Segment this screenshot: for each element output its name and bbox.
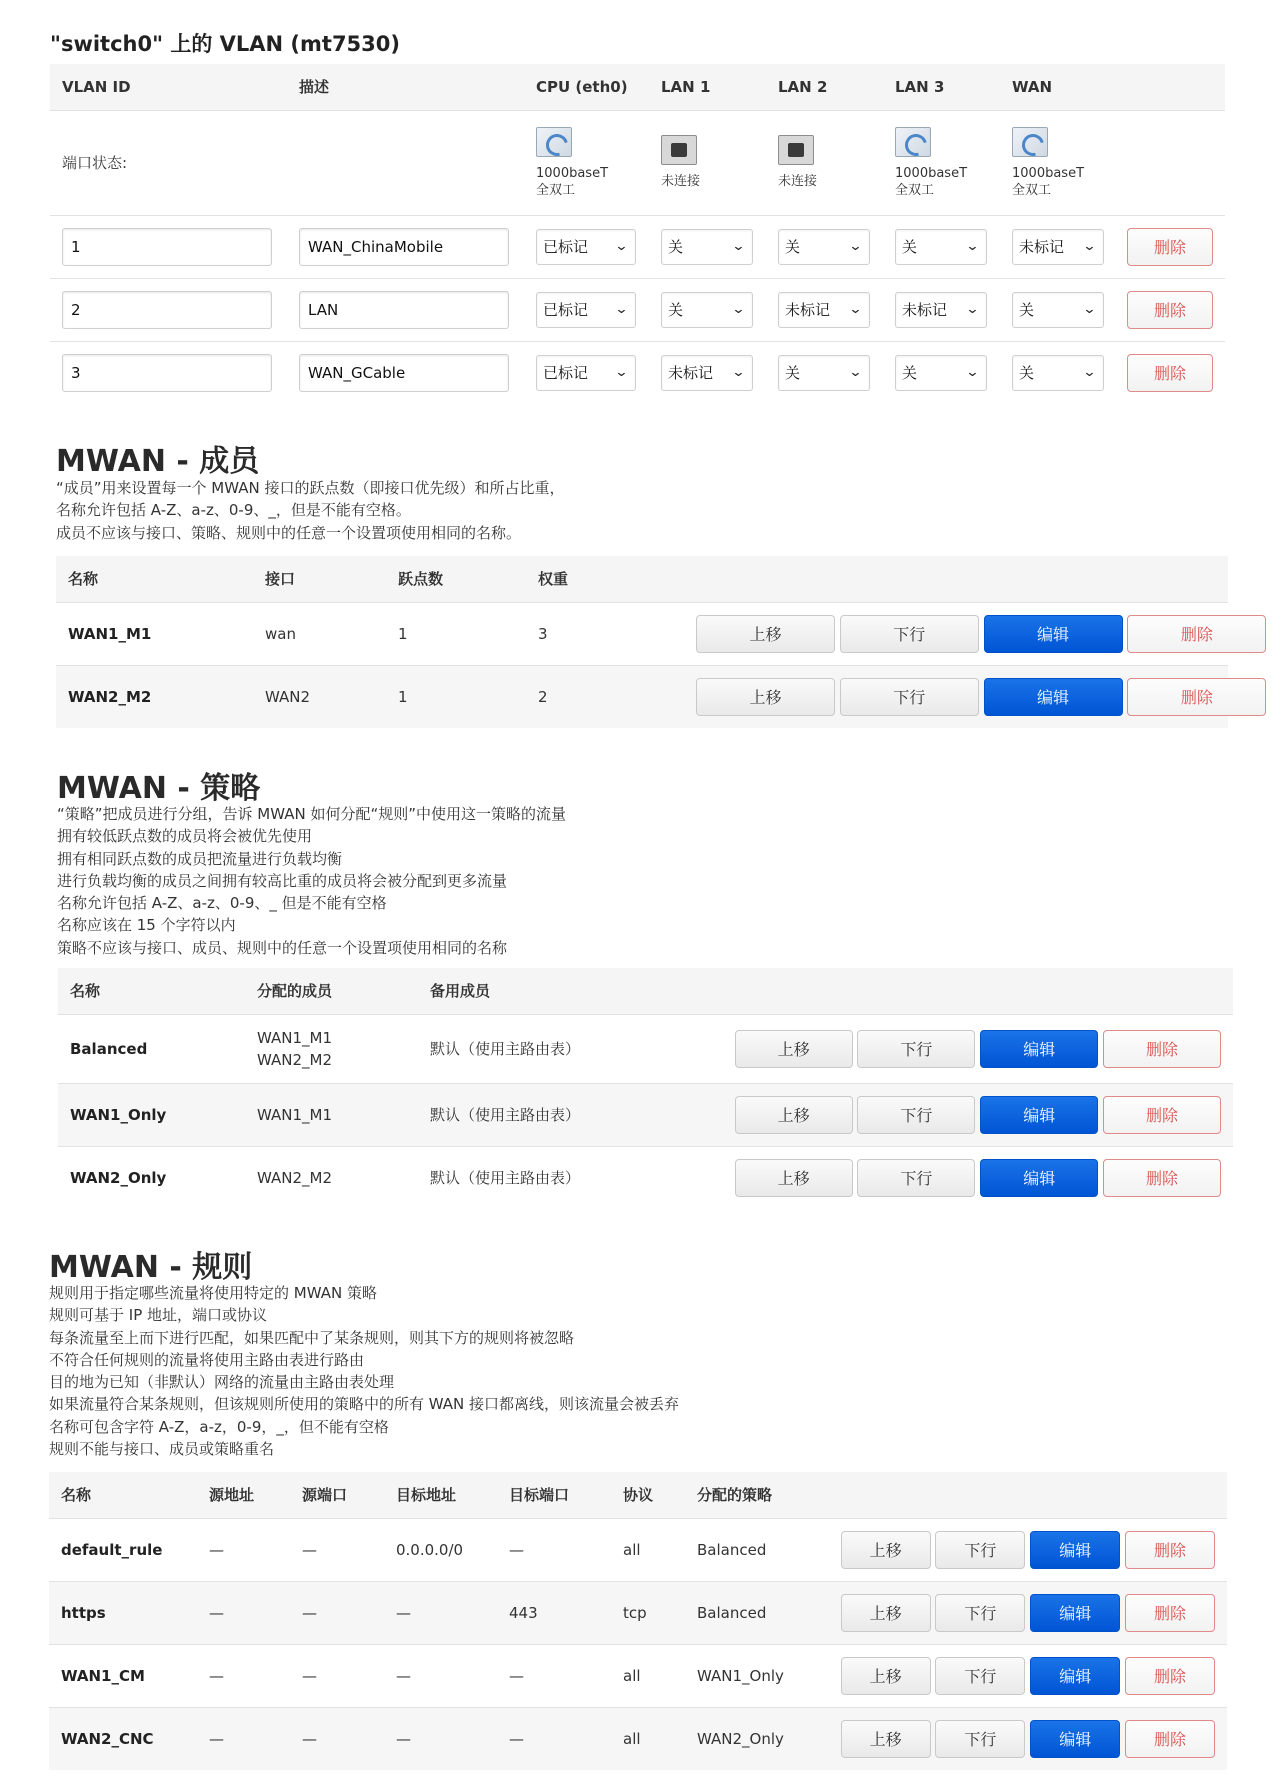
move-up-button[interactable]: 上移 xyxy=(841,1720,931,1758)
col-policy: 分配的策略 xyxy=(685,1472,837,1518)
chevron-down-icon: ⌄ xyxy=(848,365,863,381)
rule-src-port: — xyxy=(290,1707,384,1770)
policy-members: WAN1_M1 xyxy=(245,1083,418,1146)
vlan-cpu-select[interactable]: 已标记 ⌄ xyxy=(536,292,636,328)
delete-button[interactable]: 删除 xyxy=(1125,1720,1215,1758)
move-up-button[interactable]: 上移 xyxy=(841,1657,931,1695)
vlan-id-input[interactable]: 3 xyxy=(62,354,272,392)
chevron-down-icon: ⌄ xyxy=(848,302,863,317)
col-protocol: 协议 xyxy=(611,1472,685,1518)
move-up-button[interactable]: 上移 xyxy=(841,1531,931,1569)
col-desc: 描述 xyxy=(287,64,524,110)
col-lan1: LAN 1 xyxy=(649,64,766,110)
rules-table xyxy=(49,1472,1227,1770)
delete-button[interactable]: 删除 xyxy=(1125,1657,1215,1695)
rule-dst-port: — xyxy=(497,1644,611,1707)
edit-button[interactable]: 编辑 xyxy=(980,1159,1098,1197)
policies-description: “策略”把成员进行分组，告诉 MWAN 如何分配“规则”中使用这一策略的流量 拥有较低跃点数的成员将会被优先使用 拥有相同跃点数的成员把流量进行负载均衡 进行负载均衡的成员之间拥有较高比重的成员将会被分配到更多流量 名称允许包括 A-Z、a-z、0-9、_ 但是不能有空格 名称应该在 15 个字符以内 策略不应该与接口、成员、规则中的任意一个设置项使用相同的名称 xyxy=(57,805,567,957)
vlan-header-row xyxy=(50,64,1225,110)
rules-title: MWAN - 规则 xyxy=(49,1250,253,1285)
chevron-down-icon: ⌄ xyxy=(614,302,629,317)
vlan-cpu-select[interactable]: 已标记 ⌄ xyxy=(536,355,636,391)
rule-policy: WAN2_Only xyxy=(685,1707,837,1770)
policy-backup: 默认（使用主路由表） xyxy=(418,1083,733,1146)
port-lan3: 1000baseT 全双工 xyxy=(895,127,988,199)
rule-dst-addr: 0.0.0.0/0 xyxy=(384,1518,497,1581)
move-up-button[interactable]: 上移 xyxy=(735,1096,853,1134)
port-lan2: 未连接 xyxy=(778,135,871,190)
move-down-button[interactable]: 下行 xyxy=(840,615,979,653)
port-lan1: 未连接 xyxy=(661,135,754,190)
vlan-row xyxy=(50,215,1225,278)
member-weight: 3 xyxy=(526,602,696,665)
rule-protocol: all xyxy=(611,1518,685,1581)
policy-members: WAN1_M1 WAN2_M2 xyxy=(245,1014,418,1083)
member-row xyxy=(56,602,1228,665)
col-lan3: LAN 3 xyxy=(883,64,1000,110)
rule-src-addr: — xyxy=(197,1518,290,1581)
vlan-desc-input[interactable]: WAN_GCable xyxy=(299,354,509,392)
edit-button[interactable]: 编辑 xyxy=(1030,1720,1120,1758)
rules-header-row xyxy=(49,1472,1227,1518)
rule-protocol: all xyxy=(611,1707,685,1770)
edit-button[interactable]: 编辑 xyxy=(1030,1531,1120,1569)
col-metric: 跃点数 xyxy=(386,556,526,602)
vlan-delete-button[interactable]: 删除 xyxy=(1127,291,1213,329)
chevron-down-icon: ⌄ xyxy=(731,365,746,381)
vlan-lan3-select[interactable]: 关 ⌄ xyxy=(895,229,987,265)
delete-button[interactable]: 删除 xyxy=(1103,1096,1221,1134)
members-table xyxy=(56,556,1228,728)
rule-dst-port: — xyxy=(497,1518,611,1581)
chevron-down-icon: ⌄ xyxy=(731,239,746,254)
chevron-down-icon: ⌄ xyxy=(965,239,980,254)
rule-protocol: tcp xyxy=(611,1581,685,1644)
policy-row xyxy=(58,1014,1233,1083)
port-connected-icon xyxy=(536,127,572,157)
rule-row xyxy=(49,1707,1227,1770)
policies-header-row xyxy=(58,968,1233,1014)
vlan-wan-select[interactable]: 关 ⌄ xyxy=(1012,355,1104,391)
rule-dst-port: 443 xyxy=(497,1581,611,1644)
rule-row xyxy=(49,1581,1227,1644)
policy-name: Balanced xyxy=(58,1014,245,1083)
col-dst-addr: 目标地址 xyxy=(384,1472,497,1518)
members-header-row xyxy=(56,556,1228,602)
vlan-lan1-select[interactable]: 关 ⌄ xyxy=(661,292,753,328)
port-connected-icon xyxy=(1012,127,1048,157)
vlan-cpu-select[interactable]: 已标记 ⌄ xyxy=(536,229,636,265)
port-status-label: 端口状态: xyxy=(50,110,287,215)
port-status-row xyxy=(50,110,1225,215)
policies-table xyxy=(58,968,1233,1209)
col-interface: 接口 xyxy=(253,556,386,602)
vlan-delete-button[interactable]: 删除 xyxy=(1127,228,1213,266)
col-name: 名称 xyxy=(58,968,245,1014)
members-title: MWAN - 成员 xyxy=(56,444,260,479)
rule-policy: Balanced xyxy=(685,1518,837,1581)
port-cpu: 1000baseT 全双工 xyxy=(536,127,637,199)
rule-row xyxy=(49,1518,1227,1581)
vlan-desc-input[interactable]: WAN_ChinaMobile xyxy=(299,228,509,266)
policy-row xyxy=(58,1146,1233,1209)
chevron-down-icon: ⌄ xyxy=(1082,302,1097,317)
move-down-button[interactable]: 下行 xyxy=(935,1657,1025,1695)
chevron-down-icon: ⌄ xyxy=(614,365,629,381)
rule-src-addr: — xyxy=(197,1707,290,1770)
rule-row xyxy=(49,1644,1227,1707)
vlan-lan2-select[interactable]: 关 ⌄ xyxy=(778,229,870,265)
member-metric: 1 xyxy=(386,665,526,728)
vlan-wan-select[interactable]: 关 ⌄ xyxy=(1012,292,1104,328)
edit-button[interactable]: 编辑 xyxy=(980,1096,1098,1134)
vlan-lan1-select[interactable]: 未标记 ⌄ xyxy=(661,355,753,391)
col-members: 分配的成员 xyxy=(245,968,418,1014)
member-interface: wan xyxy=(253,602,386,665)
policies-title: MWAN - 策略 xyxy=(57,771,261,806)
vlan-lan1-select[interactable]: 关 ⌄ xyxy=(661,229,753,265)
chevron-down-icon: ⌄ xyxy=(614,239,629,254)
rule-dst-addr: — xyxy=(384,1581,497,1644)
vlan-delete-button[interactable]: 删除 xyxy=(1127,354,1213,392)
vlan-lan2-select[interactable]: 未标记 ⌄ xyxy=(778,292,870,328)
col-dst-port: 目标端口 xyxy=(497,1472,611,1518)
vlan-wan-select[interactable]: 未标记 ⌄ xyxy=(1012,229,1104,265)
edit-button[interactable]: 编辑 xyxy=(1030,1657,1120,1695)
policy-members: WAN2_M2 xyxy=(245,1146,418,1209)
delete-button[interactable]: 删除 xyxy=(1125,1594,1215,1632)
rule-dst-addr: — xyxy=(384,1707,497,1770)
edit-button[interactable]: 编辑 xyxy=(980,1030,1098,1068)
member-metric: 1 xyxy=(386,602,526,665)
rule-src-port: — xyxy=(290,1518,384,1581)
move-down-button[interactable]: 下行 xyxy=(935,1594,1025,1632)
vlan-row xyxy=(50,278,1225,341)
rule-name: default_rule xyxy=(49,1518,197,1581)
rule-policy: WAN1_Only xyxy=(685,1644,837,1707)
delete-button[interactable]: 删除 xyxy=(1103,1159,1221,1197)
edit-button[interactable]: 编辑 xyxy=(984,678,1123,716)
edit-button[interactable]: 编辑 xyxy=(1030,1594,1120,1632)
chevron-down-icon: ⌄ xyxy=(731,302,746,317)
move-down-button[interactable]: 下行 xyxy=(840,678,979,716)
col-wan: WAN xyxy=(1000,64,1117,110)
rule-dst-port: — xyxy=(497,1707,611,1770)
col-vlan-id: VLAN ID xyxy=(50,64,287,110)
delete-button[interactable]: 删除 xyxy=(1125,1531,1215,1569)
policy-name: WAN2_Only xyxy=(58,1146,245,1209)
edit-button[interactable]: 编辑 xyxy=(984,615,1123,653)
rule-name: WAN1_CM xyxy=(49,1644,197,1707)
member-row xyxy=(56,665,1228,728)
col-lan2: LAN 2 xyxy=(766,64,883,110)
move-up-button[interactable]: 上移 xyxy=(696,678,835,716)
members-description: “成员”用来设置每一个 MWAN 接口的跃点数（即接口优先级）和所占比重， 名称允许包括 A-Z、a-z、0-9、_，但是不能有空格。 成员不应该与接口、策略、规则中的任意一个设置项使用相同的名称。 xyxy=(56,479,565,542)
move-up-button[interactable]: 上移 xyxy=(841,1594,931,1632)
delete-button[interactable]: 删除 xyxy=(1103,1030,1221,1068)
rule-dst-addr: — xyxy=(384,1644,497,1707)
port-disconnected-icon xyxy=(661,135,697,165)
move-down-button[interactable]: 下行 xyxy=(857,1159,975,1197)
vlan-lan2-select[interactable]: 关 ⌄ xyxy=(778,355,870,391)
move-up-button[interactable]: 上移 xyxy=(735,1159,853,1197)
vlan-title: "switch0" 上的 VLAN (mt7530) xyxy=(50,32,400,56)
policy-row xyxy=(58,1083,1233,1146)
delete-button[interactable]: 删除 xyxy=(1127,615,1266,653)
rule-name: WAN2_CNC xyxy=(49,1707,197,1770)
rule-protocol: all xyxy=(611,1644,685,1707)
port-wan: 1000baseT 全双工 xyxy=(1012,127,1105,199)
rules-description: 规则用于指定哪些流量将使用特定的 MWAN 策略 规则可基于 IP 地址，端口或协议 每条流量至上而下进行匹配，如果匹配中了某条规则，则其下方的规则将被忽略 不符合任何规则的流量将使用主路由表进行路由 目的地为已知（非默认）网络的流量由主路由表处理 如果流量符合某条规则，但该规则所使用的策略中的所有 WAN 接口都离线，则该流量会被丢弃 名称可包含字符 A-Z，a-z，0-9，_，但不能有空格 规则不能与接口、成员或策略重名 xyxy=(49,1284,680,1459)
rule-src-port: — xyxy=(290,1644,384,1707)
chevron-down-icon: ⌄ xyxy=(965,365,980,381)
vlan-lan3-select[interactable]: 关 ⌄ xyxy=(895,355,987,391)
vlan-id-input[interactable]: 2 xyxy=(62,291,272,329)
rule-policy: Balanced xyxy=(685,1581,837,1644)
rule-name: https xyxy=(49,1581,197,1644)
vlan-desc-input[interactable]: LAN xyxy=(299,291,509,329)
move-up-button[interactable]: 上移 xyxy=(735,1030,853,1068)
port-disconnected-icon xyxy=(778,135,814,165)
chevron-down-icon: ⌄ xyxy=(1082,239,1097,254)
delete-button[interactable]: 删除 xyxy=(1127,678,1266,716)
move-down-button[interactable]: 下行 xyxy=(935,1720,1025,1758)
col-backup: 备用成员 xyxy=(418,968,733,1014)
rule-src-port: — xyxy=(290,1581,384,1644)
move-down-button[interactable]: 下行 xyxy=(935,1531,1025,1569)
port-connected-icon xyxy=(895,127,931,157)
chevron-down-icon: ⌄ xyxy=(848,239,863,254)
member-weight: 2 xyxy=(526,665,696,728)
chevron-down-icon: ⌄ xyxy=(965,302,980,317)
col-name: 名称 xyxy=(56,556,253,602)
policy-backup: 默认（使用主路由表） xyxy=(418,1146,733,1209)
move-down-button[interactable]: 下行 xyxy=(857,1096,975,1134)
member-name: WAN1_M1 xyxy=(56,602,253,665)
col-cpu: CPU (eth0) xyxy=(524,64,649,110)
move-down-button[interactable]: 下行 xyxy=(857,1030,975,1068)
rule-src-addr: — xyxy=(197,1581,290,1644)
vlan-id-input[interactable]: 1 xyxy=(62,228,272,266)
policy-backup: 默认（使用主路由表） xyxy=(418,1014,733,1083)
vlan-row xyxy=(50,341,1225,404)
col-name: 名称 xyxy=(49,1472,197,1518)
member-name: WAN2_M2 xyxy=(56,665,253,728)
col-weight: 权重 xyxy=(526,556,696,602)
vlan-lan3-select[interactable]: 未标记 ⌄ xyxy=(895,292,987,328)
member-interface: WAN2 xyxy=(253,665,386,728)
vlan-table xyxy=(50,64,1225,404)
col-src-port: 源端口 xyxy=(290,1472,384,1518)
policy-name: WAN1_Only xyxy=(58,1083,245,1146)
col-src-addr: 源地址 xyxy=(197,1472,290,1518)
rule-src-addr: — xyxy=(197,1644,290,1707)
move-up-button[interactable]: 上移 xyxy=(696,615,835,653)
chevron-down-icon: ⌄ xyxy=(1082,365,1097,381)
